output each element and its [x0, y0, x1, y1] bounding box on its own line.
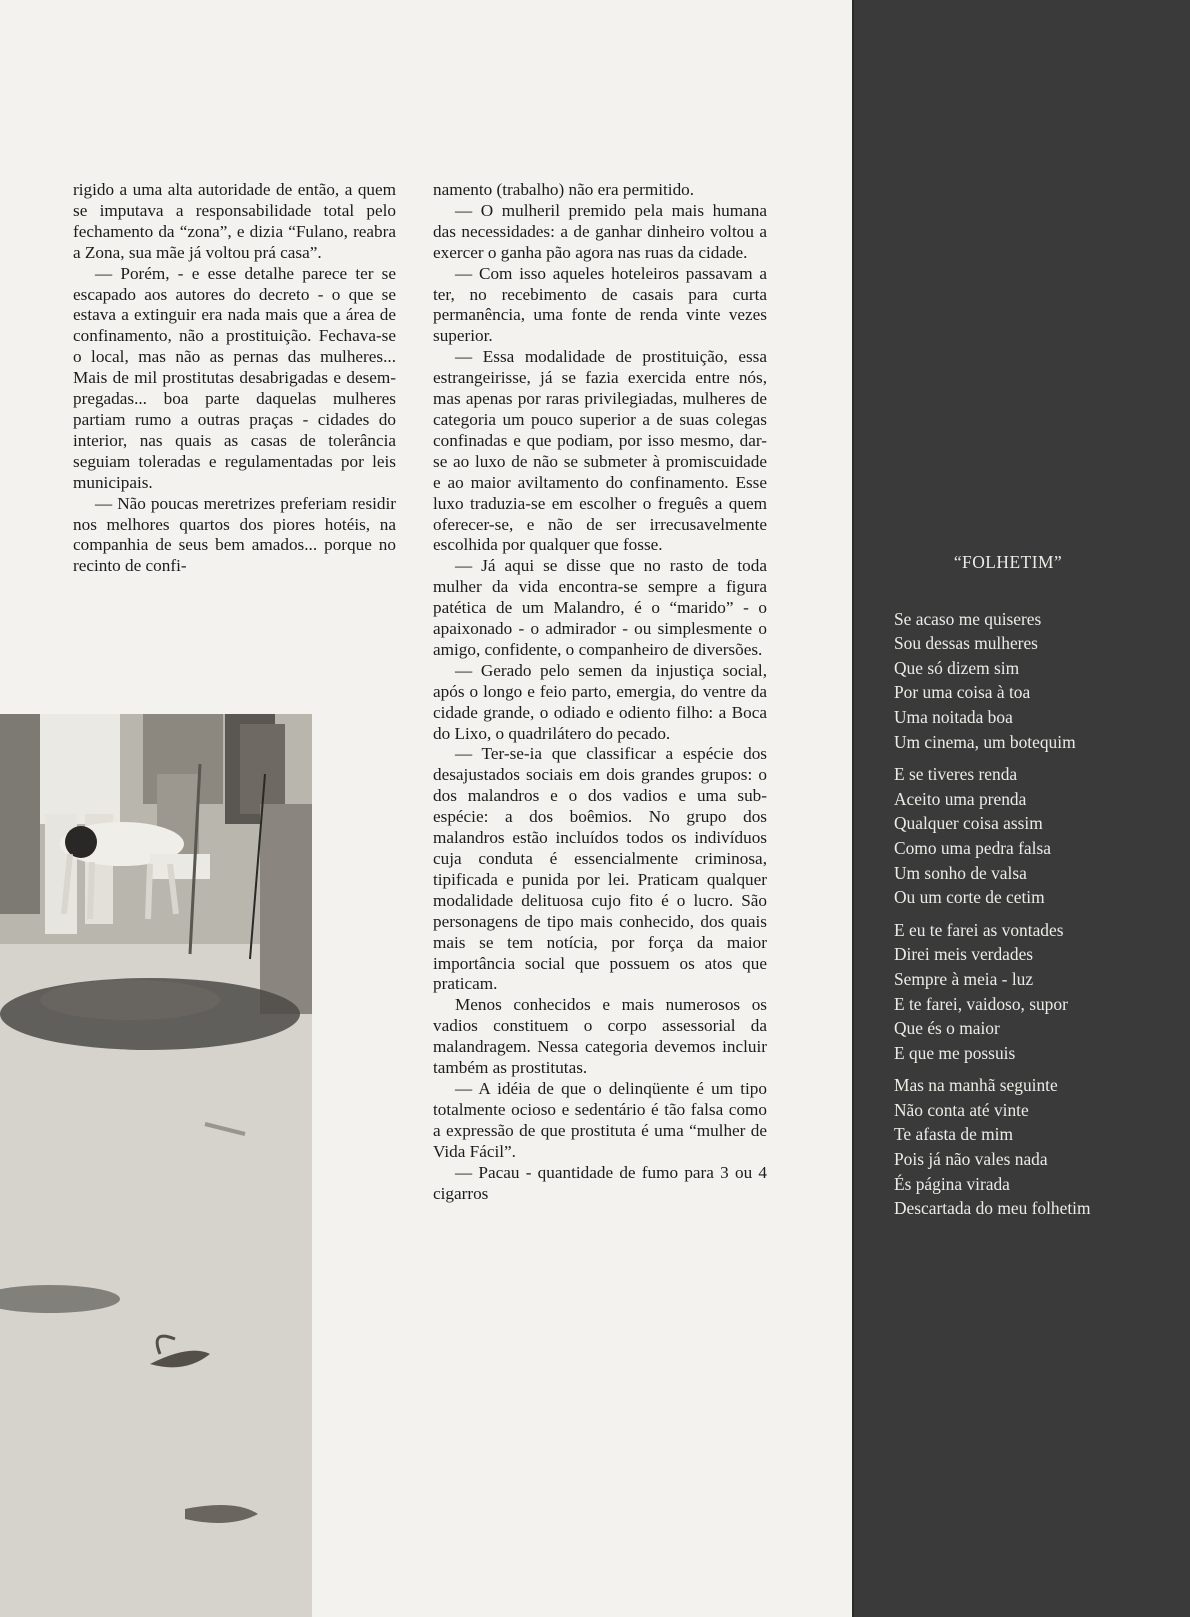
paragraph: — Já aqui se disse que no rasto de toda mulher da vida encontra-se sempre a figura patética de um Malandro, é o “marido” - o apaixonado - o admirador - ou simplesmente o amigo, confidente, o companheiro de diversões.: [433, 556, 767, 659]
paragraph: — O mulheril premido pela mais humana das necessidades: a de ganhar dinheiro voltou a exercer o ganha pão agora nas ruas da cidade.: [433, 200, 767, 262]
poem-stanza: [894, 1073, 1184, 1221]
poem-line: Uma noitada boa: [894, 706, 1013, 727]
paragraph: — Porém, - e esse detalhe parece ter se escapado aos autores do decreto - o que se estava a extinguir era nada mais que a área de confinamento, não a prostituição. Fechava-se o local, mas não as pernas das mulheres... Mais de mil prostitutas desabrigadas e desempregadas... boa parte daquelas mulheres partiam rumo a outras praças - cidades do interior, nas quais as casas de tolerância seguiam toleradas e regulamentadas por leis municipais.: [73, 263, 396, 492]
poem-line: Como uma pedra falsa: [894, 837, 1051, 858]
paragraph: namento (trabalho) não era permitido.: [433, 180, 695, 199]
poem-line: Direi meis verdades: [894, 944, 1034, 965]
poem-line: Que és o maior: [894, 1018, 1000, 1039]
poem-line: E eu te farei as vontades: [894, 919, 1064, 940]
paragraph: — Com isso aqueles hoteleiros passavam a ter, no recebimento de casais para curta permanência, uma fonte de renda vinte vezes superior.: [433, 263, 767, 346]
poem-line: E te farei, vaidoso, supor: [894, 993, 1068, 1014]
poem-line: Um sonho de valsa: [894, 862, 1027, 883]
poem-line: Se acaso me quiseres: [894, 608, 1042, 629]
paragraph: — Ter-se-ia que classificar a espécie dos desajustados sociais em dois grandes grupos: o dos malandros e o dos vadios e uma sub-espécie: a dos boêmios. No grupo dos malandros estão incluídos todos os indivíduos cuja conduta é essencialmente criminosa, tipificada e punida por lei. Praticam qualquer modalidade delituosa cujo fito é o lucro. São personagens de tipo mais conhecido, dos quais mais se tem notícia, por força da maior importância social que possuem os atos que praticam.: [433, 744, 767, 994]
poem-title: “FOLHETIM”: [953, 552, 1063, 572]
poem-line: Não conta até vinte: [894, 1099, 1029, 1120]
paragraph: — A idéia de que o delinqüente é um tipo totalmente ocioso e sedentário é tão falsa como a expressão de que prostituta é uma “mulher de Vida Fácil”.: [433, 1078, 767, 1161]
poem-stanzas: [894, 607, 1184, 1221]
poem: [894, 550, 1184, 1229]
poem-line: És página virada: [894, 1173, 1010, 1194]
poem-line: Sou dessas mulheres: [894, 633, 1038, 654]
poem-line: Qualquer coisa assim: [894, 813, 1043, 834]
poem-line: E se tiveres renda: [894, 764, 1018, 785]
poem-stanza: [894, 918, 1184, 1066]
paragraph: — Gerado pelo semen da injustiça social, após o longo e feio parto, emergia, do ventre da cidade grande, o odiado e odiento filho: a Boca do Lixo, o quadrilátero do pecado.: [433, 660, 767, 743]
poem-line: Que só dizem sim: [894, 657, 1020, 678]
poem-line: Descartada do meu folhetim: [894, 1198, 1091, 1219]
poem-line: Mas na manhã seguinte: [894, 1075, 1058, 1096]
poem-line: E que me possuis: [894, 1042, 1016, 1063]
poem-line: Te afasta de mim: [894, 1124, 1014, 1145]
poem-line: Pois já não vales nada: [894, 1149, 1048, 1170]
middle-text-column: [433, 180, 767, 1204]
photo-illustration: [0, 714, 312, 1617]
paragraph: — Não poucas meretrizes preferiam residir nos melhores quartos dos piores hotéis, na companhia de seus bem amados... porque no recinto de confi-: [73, 493, 396, 576]
paragraph: rigido a uma alta autoridade de então, a quem se imputava a responsabilidade total pelo fechamento da “zona”, e dizia “Fulano, reabra a Zona, sua mãe já voltou prá casa”.: [73, 180, 396, 262]
poem-line: Por uma coisa à toa: [894, 682, 1031, 703]
poem-line: Sempre à meia - luz: [894, 968, 1034, 989]
paragraph: — Pacau - quantidade de fumo para 3 ou 4 cigarros: [433, 1162, 767, 1203]
paragraph: — Essa modalidade de prostituição, essa estrangeirisse, já se fazia exercida entre nós, mas apenas por raras privilegiadas, mulheres de categoria um pouco superior a de suas colegas confinadas e que podiam, por isso mesmo, dar-se ao luxo de não se submeter à promiscuidade e ao maior aviltamento do confinamento. Esse luxo traduzia-se em escolher o freguês a quem oferecer-se, e não de ser irrecusavelmente escolhida por qualquer que fosse.: [433, 347, 767, 555]
street-photo: [0, 714, 312, 1617]
poem-line: Um cinema, um botequim: [894, 731, 1076, 752]
poem-stanza: [894, 607, 1184, 755]
poem-line: Aceito uma prenda: [894, 788, 1027, 809]
paragraph: Menos conhecidos e mais numerosos os vadios constituem o corpo assessorial da malandragem. Nessa categoria devemos incluir também as prostitutas.: [433, 995, 767, 1078]
left-text-column: [73, 180, 396, 577]
poem-stanza: [894, 762, 1184, 910]
poem-line: Ou um corte de cetim: [894, 887, 1045, 908]
